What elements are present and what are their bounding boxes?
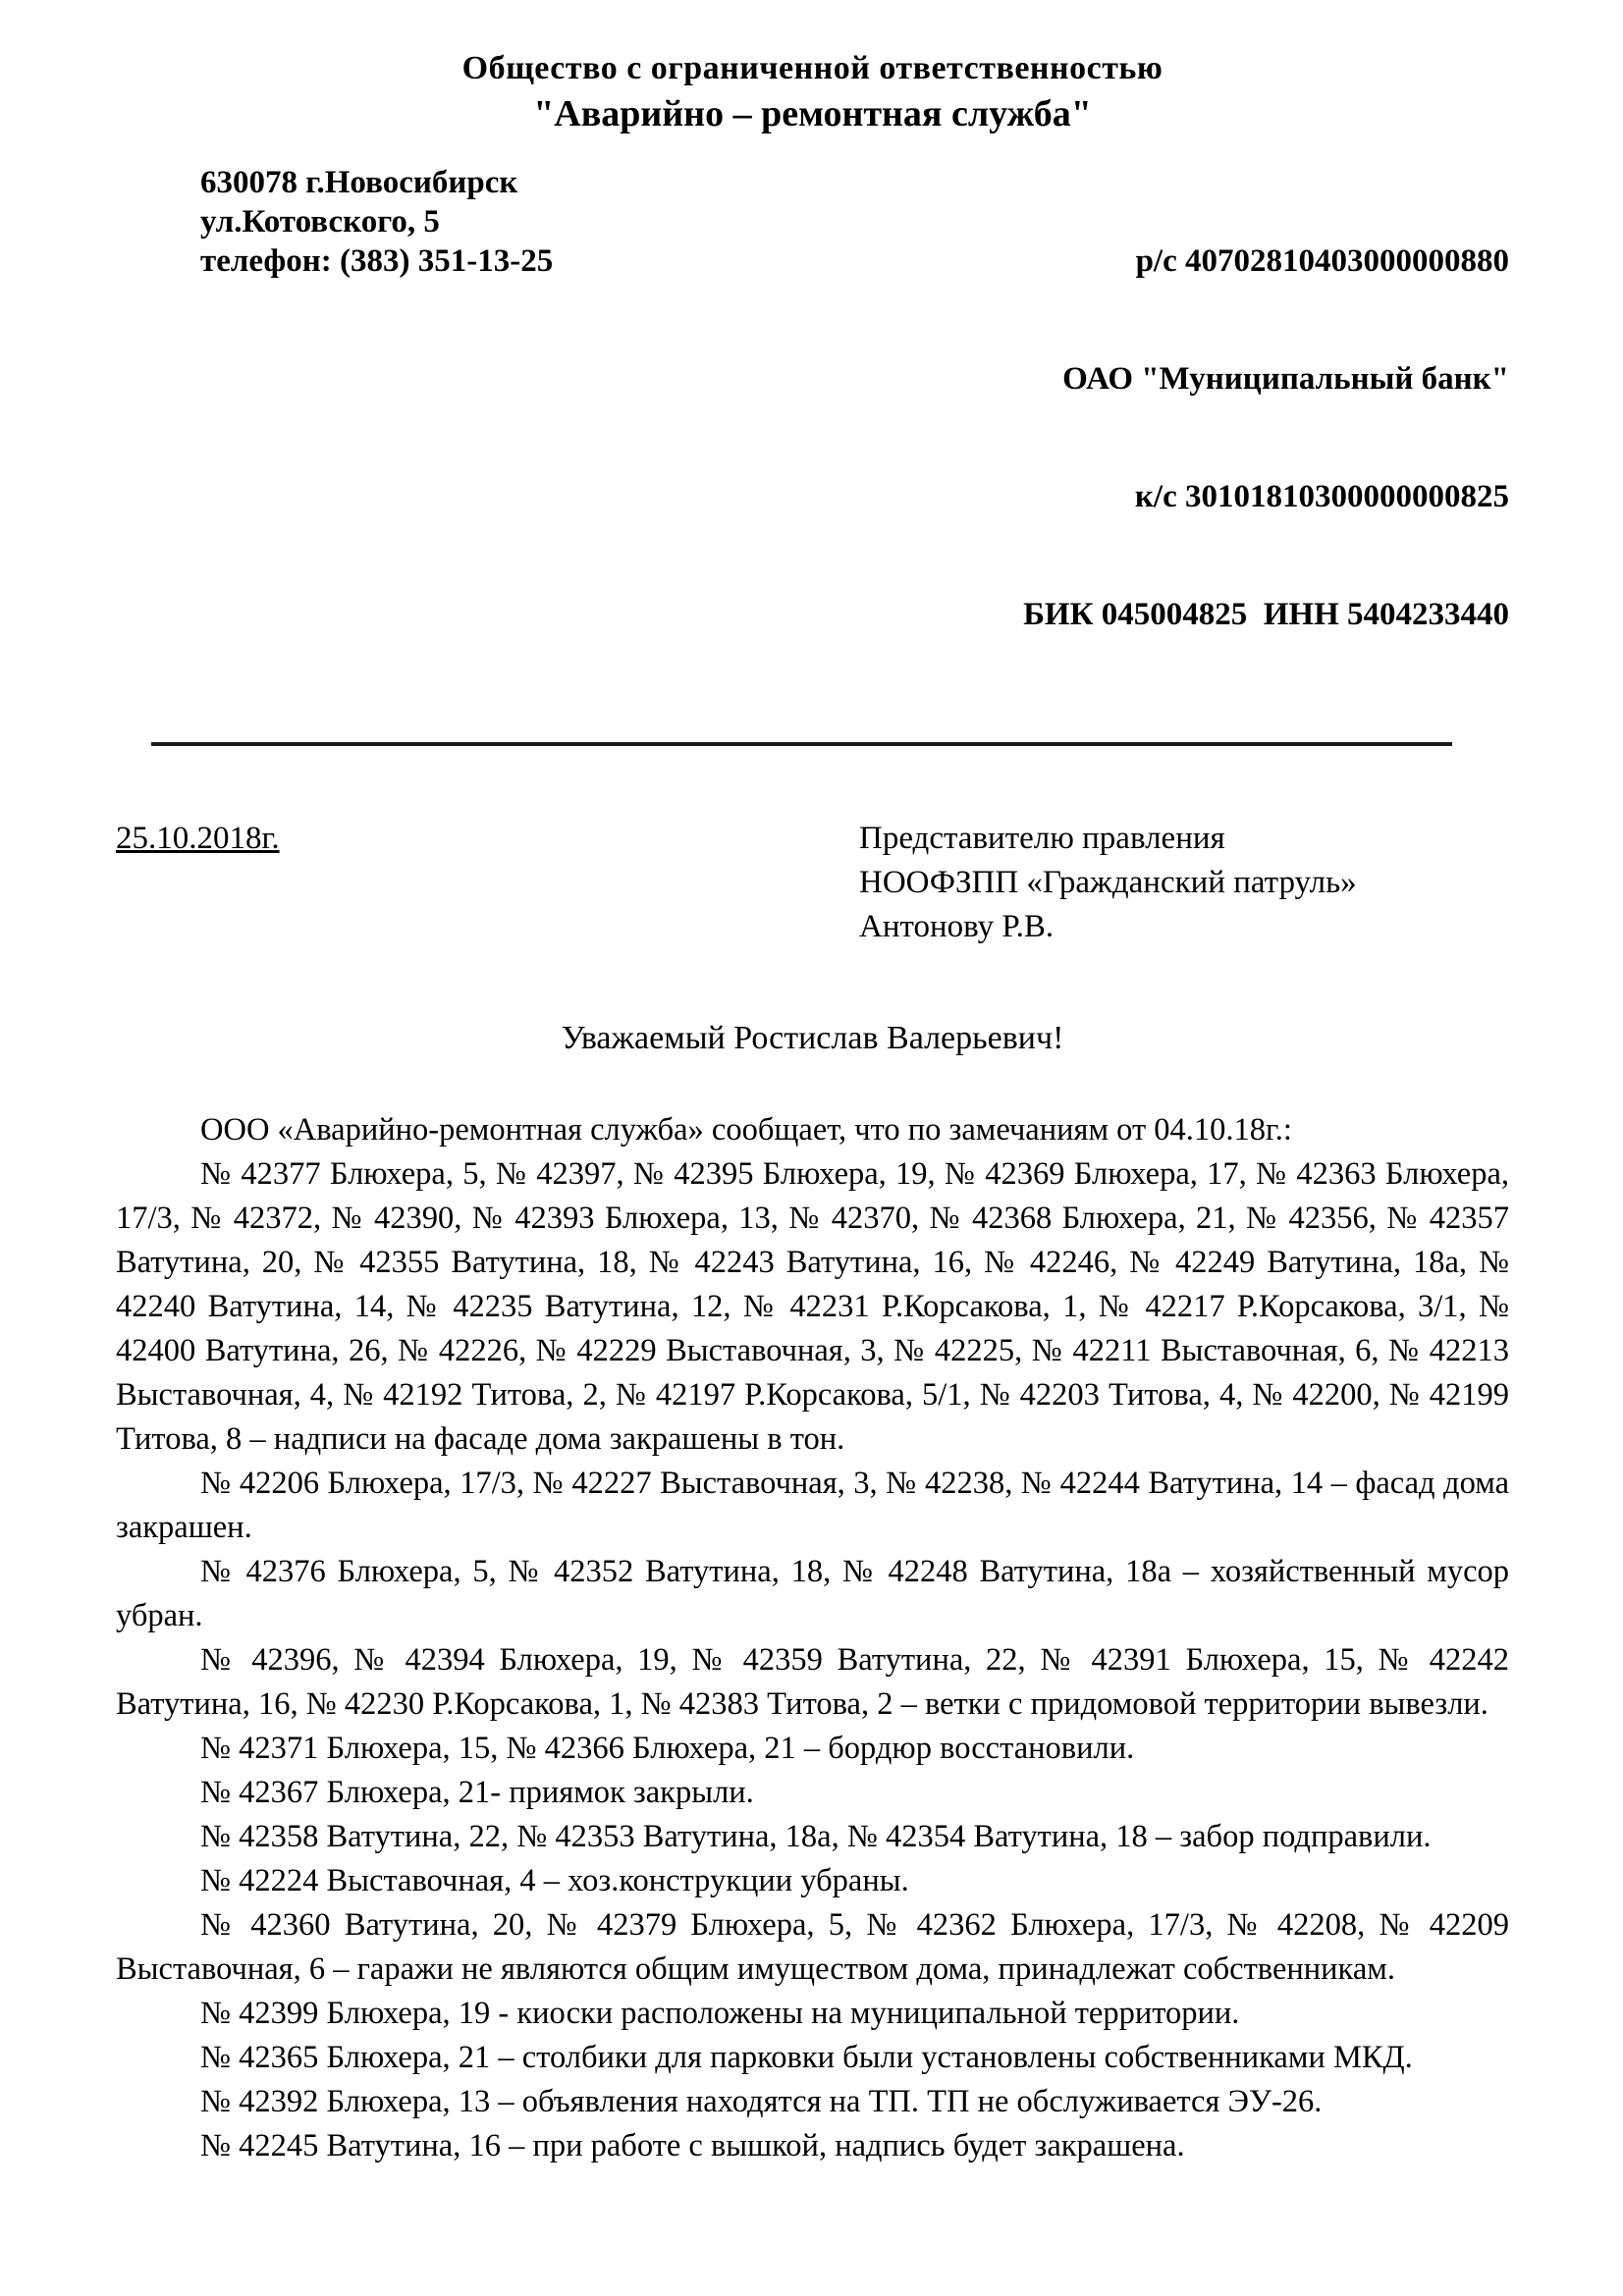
letter-body bbox=[116, 1108, 1509, 2168]
org-name-line: "Аварийно – ремонтная служба" bbox=[533, 93, 1092, 134]
body-paragraph-facade-painted: № 42206 Блюхера, 17/3, № 42227 Выставочная, 3, № 42238, № 42244 Ватутина, 14 – фасад дома закрашен. bbox=[116, 1466, 1509, 1545]
org-address-block bbox=[200, 163, 553, 713]
bank-account-line: р/с 40702810403000000880 bbox=[1135, 243, 1509, 279]
body-paragraph-parking-posts: № 42365 Блюхера, 21 – столбики для парковки были установлены собственниками МКД. bbox=[200, 2040, 1413, 2075]
body-paragraph-ads-tp: № 42392 Блюхера, 13 – объявления находятся на ТП. ТП не обслуживается ЭУ-26. bbox=[200, 2084, 1323, 2119]
bank-name-line: ОАО "Муниципальный банк" bbox=[1062, 361, 1509, 397]
body-paragraph-curb-restored: № 42371 Блюхера, 15, № 42366 Блюхера, 21 – бордюр восстановили. bbox=[200, 1731, 1135, 1766]
recipient-block bbox=[859, 817, 1509, 949]
salutation: Уважаемый Ростислав Валерьевич! bbox=[561, 1020, 1064, 1056]
letter-date: 25.10.2018г. bbox=[116, 821, 280, 856]
body-paragraph-structures-removed: № 42224 Выставочная, 4 – хоз.конструкции убраны. bbox=[200, 1863, 909, 1898]
body-paragraph-tower-paint: № 42245 Ватутина, 16 – при работе с вышкой, надпись будет закрашена. bbox=[200, 2128, 1185, 2163]
body-paragraph-fence-fixed: № 42358 Ватутина, 22, № 42353 Ватутина, 18а, № 42354 Ватутина, 18 – забор подправили. bbox=[200, 1819, 1432, 1854]
header-divider bbox=[151, 742, 1452, 746]
org-type-line: Общество с ограниченной ответственностью bbox=[461, 50, 1163, 86]
body-paragraph-intro: ООО «Аварийно-ремонтная служба» сообщает, что по замечаниям от 04.10.18г.: bbox=[200, 1112, 1292, 1148]
address-phone-line: телефон: (383) 351-13-25 bbox=[200, 243, 554, 279]
org-bank-block bbox=[1023, 163, 1509, 713]
letterhead-details bbox=[116, 163, 1509, 713]
body-paragraph-branches-removed: № 42396, № 42394 Блюхера, 19, № 42359 Ватутина, 22, № 42391 Блюхера, 15, № 42242 Ватутина, 16, № 42230 Р.Корсакова, 1, № 42383 Титова, 2 – ветки с придомовой территории вывезли. bbox=[116, 1642, 1509, 1722]
address-city-line: 630078 г.Новосибирск bbox=[200, 165, 518, 200]
bank-bik-inn-line: БИК 045004825 ИНН 5404233440 bbox=[1023, 597, 1509, 632]
body-paragraph-facade-painted-tone: № 42377 Блюхера, 5, № 42397, № 42395 Блюхера, 19, № 42369 Блюхера, 17, № 42363 Блюхера, 17/3, № 42372, № 42390, № 42393 Блюхера, 13, № 42370, № 42368 Блюхера, 21, № 42356, № 42357 Ватутина, 20, № 42355 Ватутина, 18, № 42243 Ватутина, 16, № 42246, № 42249 Ватутина, 18а, № 42240 Ватутина, 14, № 42235 Ватутина, 12, № 42231 Р.Корсакова, 1, № 42217 Р.Корсакова, 3/1, № 42400 Ватутина, 26, № 42226, № 42229 Выставочная, 3, № 42225, № 42211 Выставочная, 6, № 42213 Выставочная, 4, № 42192 Титова, 2, № 42197 Р.Корсакова, 5/1, № 42203 Титова, 4, № 42200, № 42199 Титова, 8 – надписи на фасаде дома закрашены в тон. bbox=[116, 1156, 1509, 1457]
body-paragraph-kiosks-municipal: № 42399 Блюхера, 19 - киоски расположены на муниципальной территории. bbox=[200, 1996, 1240, 2031]
body-paragraph-pit-closed: № 42367 Блюхера, 21- приямок закрыли. bbox=[200, 1775, 754, 1810]
bank-corr-account-line: к/с 30101810300000000825 bbox=[1134, 479, 1509, 514]
body-paragraph-trash-removed: № 42376 Блюхера, 5, № 42352 Ватутина, 18, № 42248 Ватутина, 18а – хозяйственный мусор убран. bbox=[116, 1554, 1509, 1633]
body-paragraph-garages-owners: № 42360 Ватутина, 20, № 42379 Блюхера, 5, № 42362 Блюхера, 17/3, № 42208, № 42209 Выставочная, 6 – гаражи не являются общим имуществом дома, принадлежат собственникам. bbox=[116, 1907, 1509, 1987]
recipient-person-line: Антонову Р.В. bbox=[859, 909, 1055, 944]
date-recipient-row bbox=[116, 817, 1509, 949]
recipient-title-line: Представителю правления bbox=[859, 821, 1225, 856]
address-street-line: ул.Котовского, 5 bbox=[200, 204, 440, 240]
recipient-org-line: НООФЗПП «Гражданский патруль» bbox=[859, 865, 1357, 900]
